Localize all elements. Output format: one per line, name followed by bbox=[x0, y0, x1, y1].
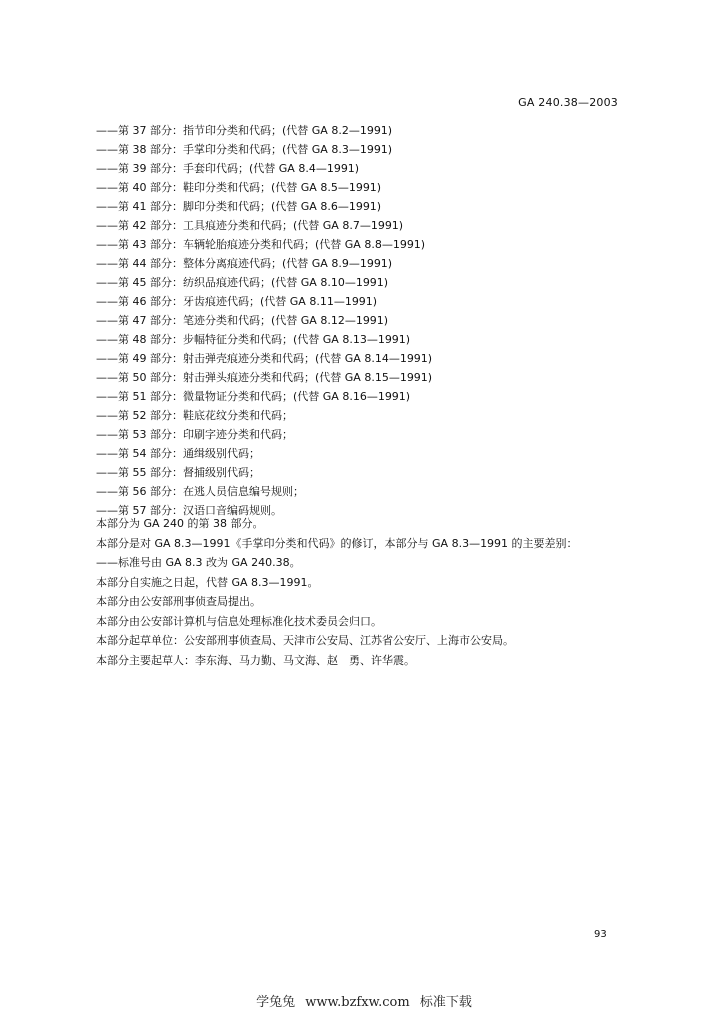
list-item: ——第 56 部分：在逃人员信息编号规则； bbox=[96, 485, 304, 498]
list-item: ——第 53 部分：印刷字迹分类和代码； bbox=[96, 428, 293, 441]
list-item: ——第 48 部分：步幅特征分类和代码；(代替 GA 8.13—1991) bbox=[96, 333, 411, 346]
list-item: ——第 51 部分：微量物证分类和代码；(代替 GA 8.16—1991) bbox=[96, 390, 411, 403]
paragraph: 本部分是对 GA 8.3—1991《手掌印分类和代码》的修订，本部分与 GA 8.3—1991 的主要差别： bbox=[96, 536, 578, 550]
page-number: 93 bbox=[594, 929, 607, 940]
paragraph: 本部分起草单位：公安部刑事侦查局、天津市公安局、江苏省公安厅、上海市公安局。 bbox=[96, 634, 514, 647]
document-code: GA 240.38—2003 bbox=[518, 96, 618, 109]
parts-list bbox=[96, 121, 432, 520]
list-item: ——第 39 部分：手套印代码；(代替 GA 8.4—1991) bbox=[96, 162, 360, 175]
list-item: ——第 46 部分：牙齿痕迹代码；(代替 GA 8.11—1991) bbox=[96, 295, 378, 308]
foreword-paragraphs bbox=[96, 514, 578, 670]
list-item: ——第 41 部分：脚印分类和代码；(代替 GA 8.6—1991) bbox=[96, 200, 382, 213]
list-item: ——第 52 部分：鞋底花纹分类和代码； bbox=[96, 409, 293, 422]
list-item: ——第 42 部分：工具痕迹分类和代码；(代替 GA 8.7—1991) bbox=[96, 219, 404, 232]
paragraph: 本部分为 GA 240 的第 38 部分。 bbox=[96, 517, 264, 530]
paragraph: 本部分由公安部计算机与信息处理标准化技术委员会归口。 bbox=[96, 614, 382, 628]
list-item: ——第 47 部分：笔迹分类和代码；(代替 GA 8.12—1991) bbox=[96, 314, 389, 327]
paragraph: 本部分自实施之日起，代替 GA 8.3—1991。 bbox=[96, 575, 319, 589]
list-item: ——第 57 部分：汉语口音编码规则。 bbox=[96, 504, 282, 517]
list-item: ——第 44 部分：整体分离痕迹代码；(代替 GA 8.9—1991) bbox=[96, 257, 393, 270]
list-item: ——第 38 部分：手掌印分类和代码；(代替 GA 8.3—1991) bbox=[96, 143, 393, 156]
paragraph: ——标准号由 GA 8.3 改为 GA 240.38。 bbox=[96, 556, 301, 569]
paragraph: 本部分主要起草人：李东海、马力勤、马文海、赵 勇、许华震。 bbox=[96, 653, 415, 667]
watermark-text: 学兔兔 www.bzfxw.com 标准下载 bbox=[256, 995, 472, 1010]
list-item: ——第 55 部分：督捕级别代码； bbox=[96, 466, 260, 479]
list-item: ——第 40 部分：鞋印分类和代码；(代替 GA 8.5—1991) bbox=[96, 181, 382, 194]
list-item: ——第 43 部分：车辆轮胎痕迹分类和代码；(代替 GA 8.8—1991) bbox=[96, 238, 426, 251]
list-item: ——第 49 部分：射击弹壳痕迹分类和代码；(代替 GA 8.14—1991) bbox=[96, 352, 433, 365]
paragraph: 本部分由公安部刑事侦查局提出。 bbox=[96, 595, 261, 608]
list-item: ——第 37 部分：指节印分类和代码；(代替 GA 8.2—1991) bbox=[96, 124, 393, 137]
list-item: ——第 54 部分：通缉级别代码； bbox=[96, 447, 260, 460]
list-item: ——第 50 部分：射击弹头痕迹分类和代码；(代替 GA 8.15—1991) bbox=[96, 371, 433, 384]
list-item: ——第 45 部分：纺织品痕迹代码；(代替 GA 8.10—1991) bbox=[96, 276, 389, 289]
